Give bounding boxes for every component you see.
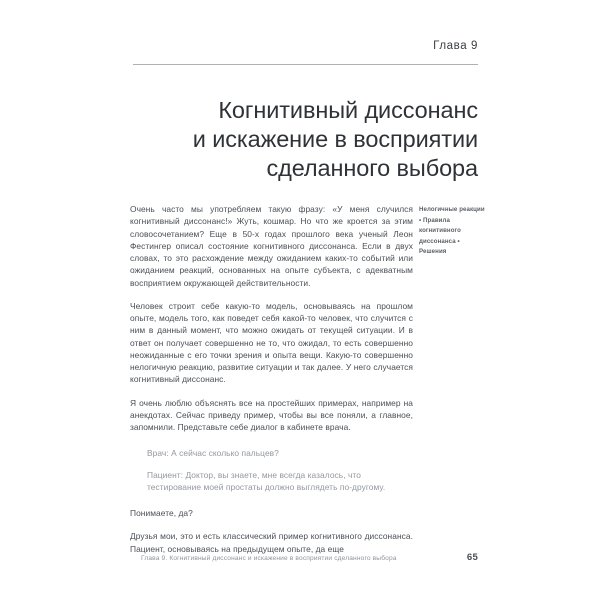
chapter-header: [133, 38, 478, 65]
margin-note: Нелогичные реакции • Правила когнитивного диссонанса • Решения: [419, 206, 485, 255]
dialogue-block: [130, 447, 413, 493]
page-title: [128, 96, 478, 183]
header-divider: [133, 64, 478, 65]
page-number: 65: [466, 552, 478, 563]
body-paragraph: Друзья мои, это и есть классический пример когнитивного диссонанса. Пациент, основываясь на предыдущем опыте, да еще: [130, 531, 413, 554]
page-title-line-2: и искажение в восприятии: [192, 125, 478, 152]
body-paragraph: Человек строит себе какую-то модель, основываясь на прошлом опыте, модель того, как поведет себя какой-то человек, что случится с ним в данный момент, что можно ожидать от текущей ситуации. И в ответ он получает совершенно не то, что ожидал, то есть совершенно неожиданные с его точки зрения и опыта вещи. Какую-то совершенно нелогичную реакцию, развитие ситуации и так далее. У него случается когнитивный диссонанс.: [130, 300, 413, 385]
page-footer: [141, 553, 478, 564]
body-paragraph: Я очень люблю объяснять все на простейших примерах, например на анекдотах. Сейчас приведу пример, чтобы вы все поняли, а главное, запомнили. Представьте себе диалог в кабинете врача.: [130, 397, 413, 432]
page-title-line-1: Когнитивный диссонанс: [218, 96, 478, 123]
body-paragraph: Очень часто мы употребляем такую фразу: «У меня случился когнитивный диссонанс!» Жуть, кошмар. Но что же кроется за этим словосочетанием? Еще в 50-х годах прошлого века ученый Леон Фестингер описал состояние когнитивного диссонанса. Если в двух словах, то это расхождение между ожиданием каких-то событий или ожиданием реакций, основанных на опыте субъекта, с адекватным восприятием окружающей действительности.: [130, 204, 413, 288]
dialogue-line-patient: Пациент: Доктор, вы знаете, мне всегда казалось, что тестирование моей простаты должно выглядеть по-другому.: [147, 469, 386, 492]
footer-running-title: Глава 9. Когнитивный диссонанс и искажение в восприятии сделанного выбора: [141, 555, 397, 562]
body-paragraph: Понимаете, да?: [130, 508, 193, 518]
chapter-label: Глава 9: [433, 40, 478, 52]
body-column: [130, 203, 413, 555]
page-title-line-3: сделанного выбора: [266, 154, 478, 181]
dialogue-line-doctor: Врач: А сейчас сколько пальцев?: [147, 448, 279, 459]
